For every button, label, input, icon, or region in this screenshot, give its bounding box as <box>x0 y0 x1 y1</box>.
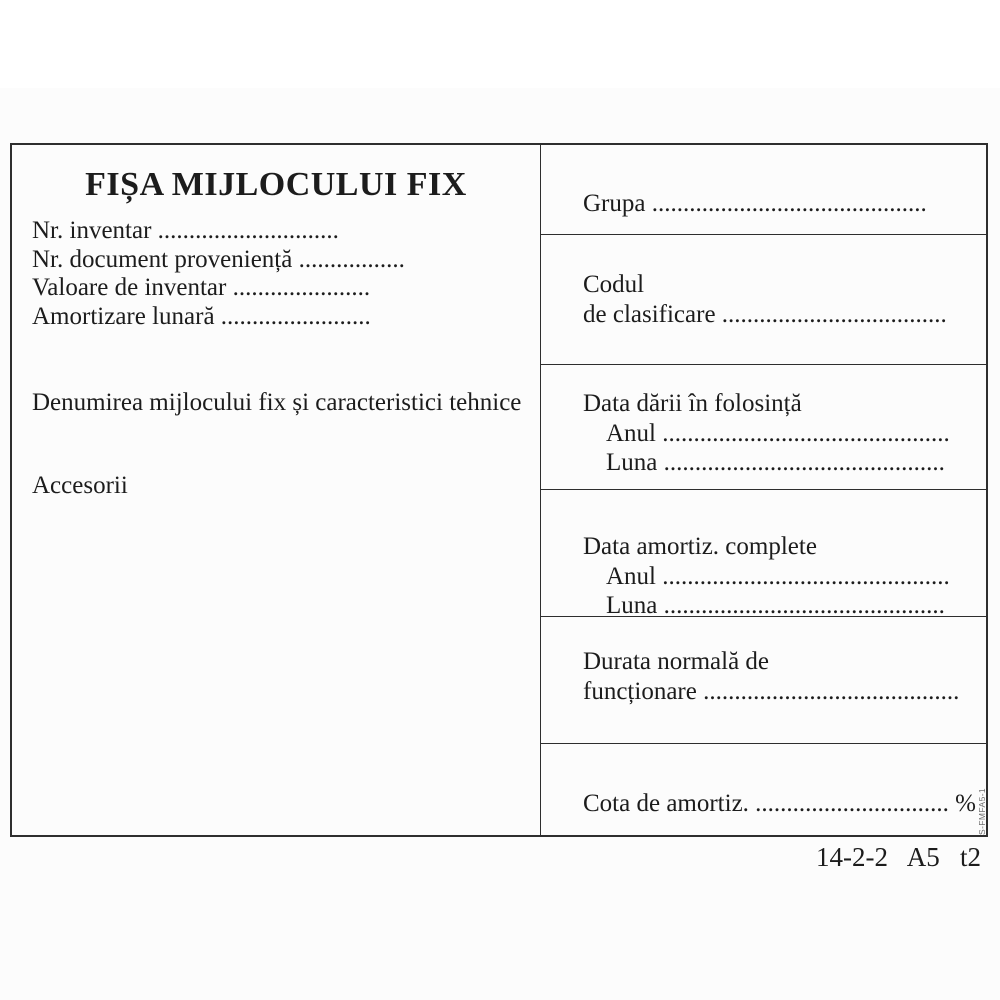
data-amortizare-row <box>541 490 986 617</box>
cota-amortizare-field: Cota de amortiz. ............................... % <box>583 790 976 817</box>
description-label: Denumirea mijlocului fix și caracteristici tehnice <box>32 389 522 416</box>
grupa-field: Grupa ............................................ <box>583 190 927 217</box>
folosinta-luna-field: Luna ............................................. <box>606 449 945 476</box>
field-nr-inventar: Nr. inventar ............................. <box>32 217 339 244</box>
fixed-asset-card <box>10 143 988 837</box>
amortizare-anul-field: Anul .............................................. <box>606 562 950 590</box>
folosinta-anul-field: Anul .............................................. <box>606 419 950 447</box>
field-amortizare-lunara: Amortizare lunară ........................ <box>32 302 371 330</box>
form-title: FIȘA MIJLOCULUI FIX <box>85 166 467 203</box>
durata-row <box>541 617 986 744</box>
field-nr-document-provenienta: Nr. document proveniență ................. <box>32 245 405 273</box>
data-amortizare-label: Data amortiz. complete <box>583 533 817 560</box>
field-valoare-inventar: Valoare de inventar ...................... <box>32 274 371 302</box>
functionare-field: funcționare ......................................... <box>583 677 960 705</box>
data-folosinta-label: Data dării în folosință <box>583 390 802 417</box>
accessories-label: Accesorii <box>32 472 128 499</box>
amortizare-luna-field: Luna ............................................. <box>606 592 945 617</box>
data-folosinta-row <box>541 365 986 490</box>
print-code-label: S-FMFA5-1 <box>977 787 987 835</box>
inventory-fields <box>32 217 532 331</box>
right-section <box>540 145 986 835</box>
cod-clasificare-field: de clasificare .................................... <box>583 300 947 328</box>
codul-label: Codul <box>583 271 645 298</box>
cota-amortizare-row <box>541 744 986 835</box>
durata-label: Durata normală de <box>583 648 770 675</box>
form-code-label: 14-2-2 A5 t2 <box>816 842 981 872</box>
grupa-row <box>541 145 986 235</box>
left-section <box>12 145 540 835</box>
cod-clasificare-row <box>541 235 986 365</box>
